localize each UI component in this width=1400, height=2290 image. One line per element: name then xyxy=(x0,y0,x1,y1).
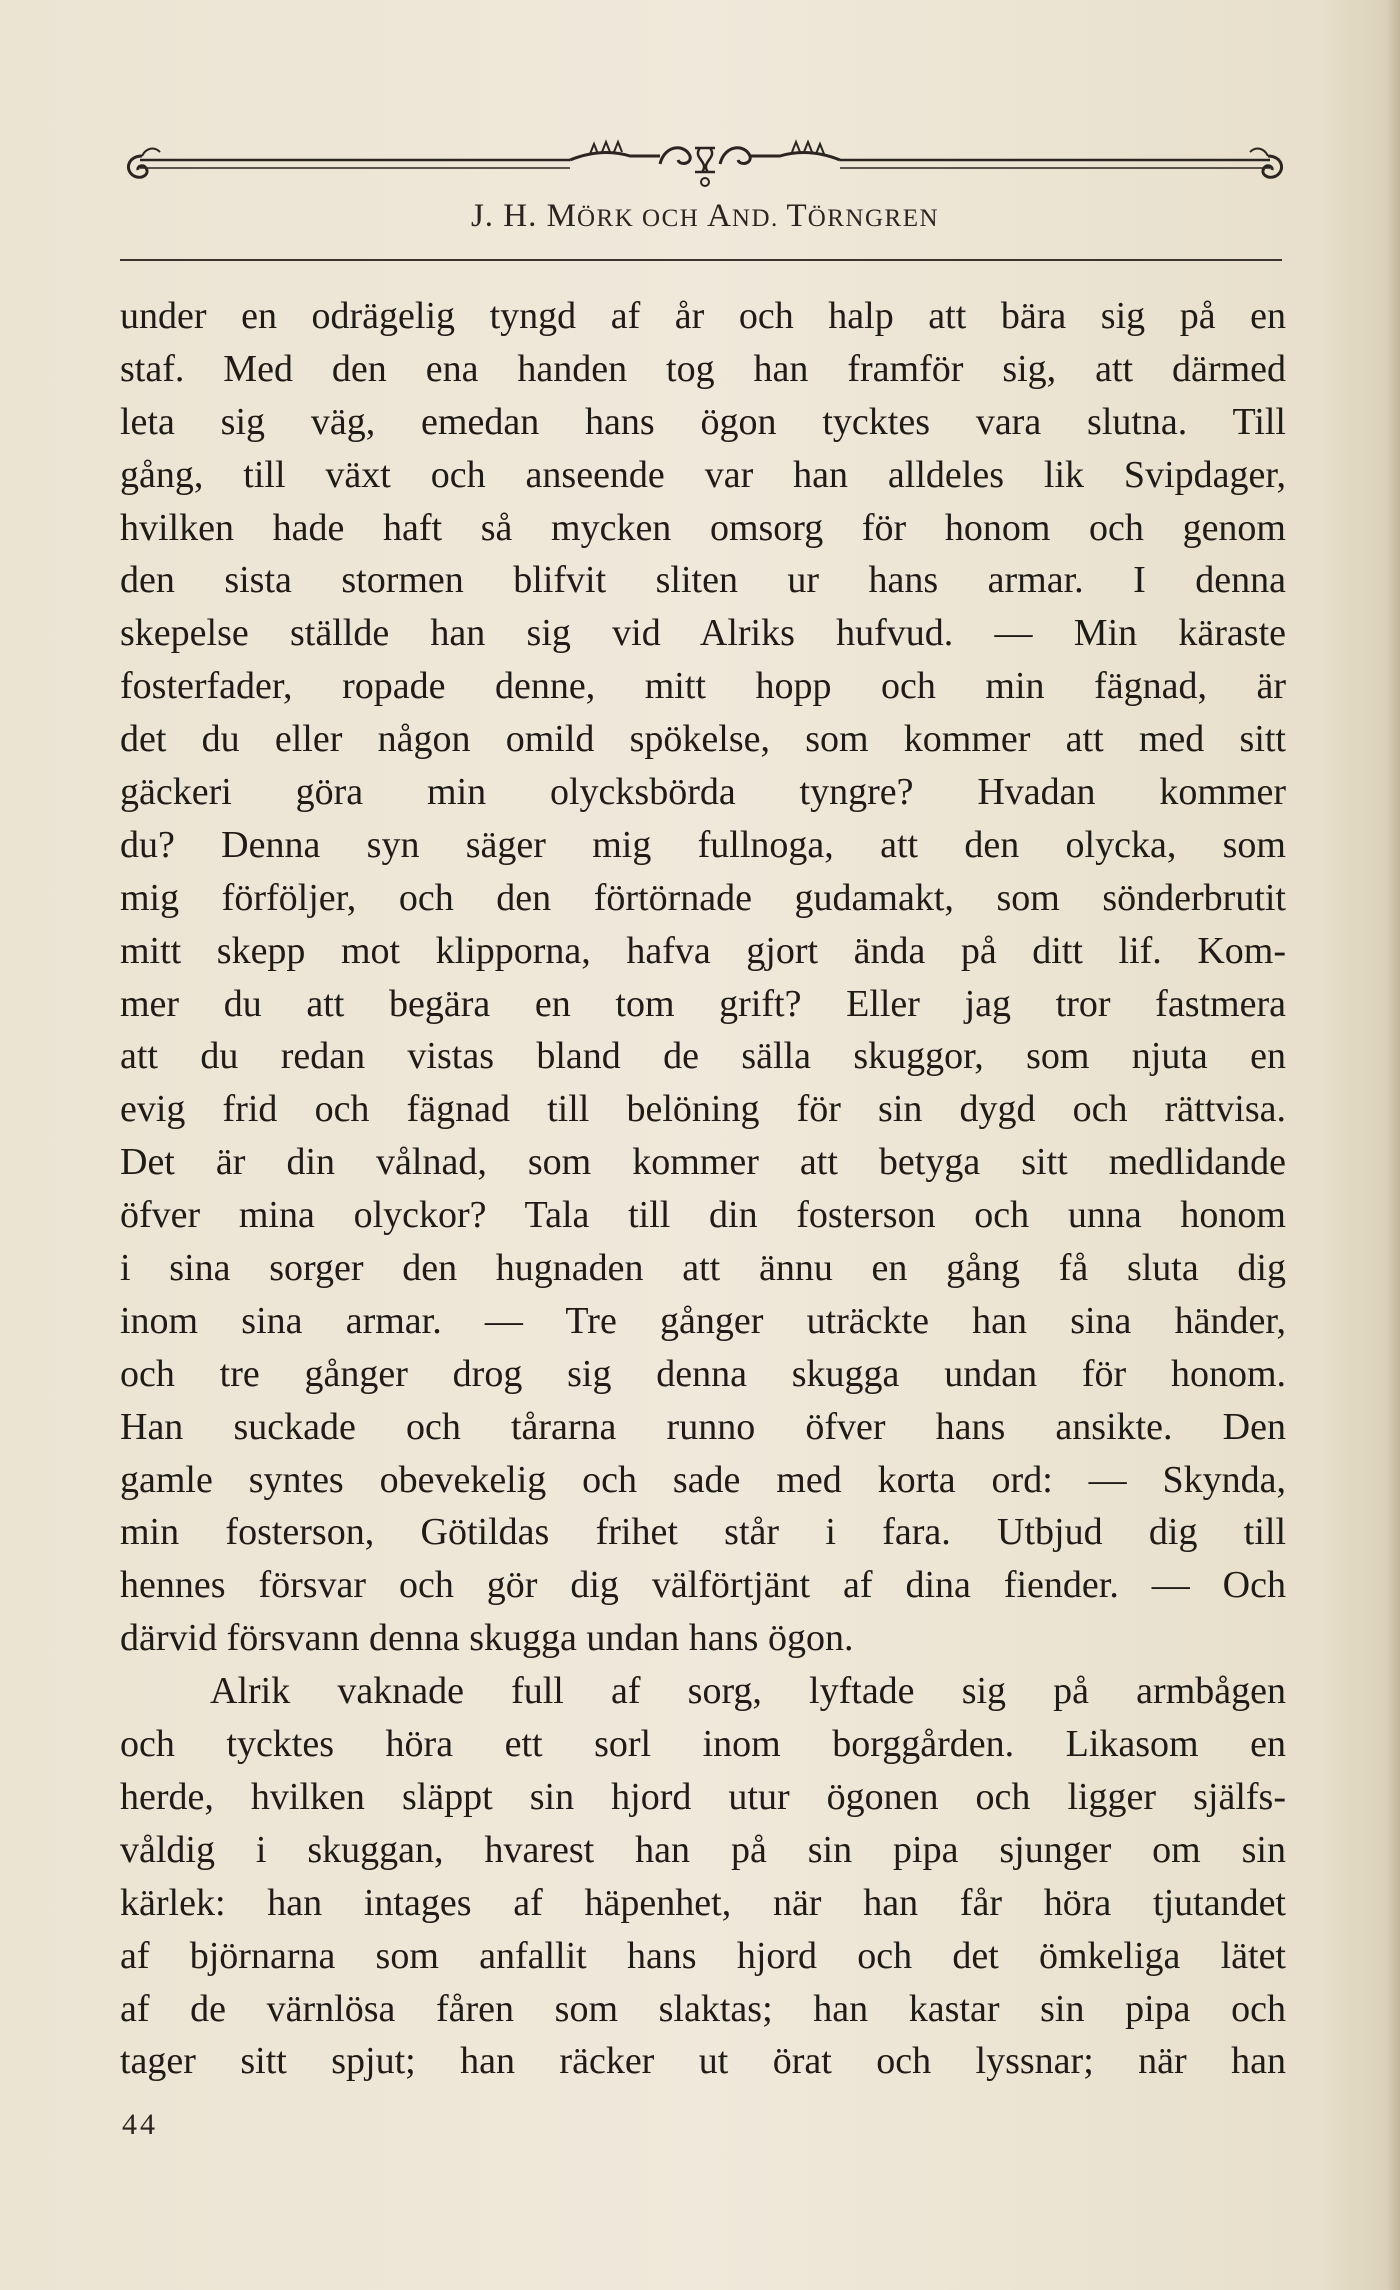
text-line: kärlek: han intages af häpenhet, när han får höra tjutandet xyxy=(120,1881,1286,1924)
text-line: af björnarna som anfallit hans hjord och det ömkeliga lätet xyxy=(120,1934,1286,1977)
text-line: att du redan vistas bland de sälla skuggor, som njuta en xyxy=(120,1035,1286,1078)
text-line: staf. Med den ena handen tog han framför sig, att därmed xyxy=(120,347,1286,390)
text-line: inom sina armar. — Tre gånger uträckte han sina händer, xyxy=(120,1299,1286,1342)
text-line: hvilken hade haft så mycken omsorg för honom och genom xyxy=(120,506,1286,549)
running-head-author2: A xyxy=(707,198,732,234)
body-text xyxy=(120,290,1286,2088)
text-line: hennes försvar och gör dig välförtjänt af dina fiender. — Och xyxy=(120,1564,1286,1607)
text-line: gång, till växt och anseende var han alldeles lik Svipdager, xyxy=(120,453,1286,496)
text-line: under en odrägelig tyngd af år och halp att bära sig på en xyxy=(120,295,1286,337)
paragraph-start-line: Alrik vaknade full af sorg, lyftade sig på armbågen xyxy=(210,1670,1286,1713)
text-line: våldig i skuggan, hvarest han på sin pipa sjunger om sin xyxy=(120,1828,1286,1871)
text-line: fosterfader, ropade denne, mitt hopp och min fägnad, är xyxy=(120,665,1286,708)
text-line: leta sig väg, emedan hans ögon tycktes vara slutna. Till xyxy=(120,400,1286,443)
text-line: den sista stormen blifvit sliten ur hans armar. I denna xyxy=(120,559,1286,602)
text-line: därvid försvann denna skugga undan hans ögon. xyxy=(120,1617,854,1660)
text-line: mig förföljer, och den förtörnade gudamakt, som sönderbrutit xyxy=(120,876,1286,919)
running-head-author1-smallcaps: ÖRK xyxy=(576,205,635,232)
text-line: Det är din vålnad, som kommer att betyga sitt medlidande xyxy=(120,1141,1286,1184)
running-head-author3-smallcaps: ÖRNGREN xyxy=(807,205,940,232)
text-line: evig frid och fägnad till belöning för sin dygd och rättvisa. xyxy=(120,1088,1286,1131)
running-head xyxy=(120,198,1290,235)
text-line: det du eller någon omild spökelse, som kommer att med sitt xyxy=(120,718,1286,761)
page-number: 44 xyxy=(122,2108,158,2141)
running-head-author3: T xyxy=(786,198,808,234)
text-line: skepelse ställde han sig vid Alriks hufvud. — Min käraste xyxy=(120,612,1286,655)
text-line: gäckeri göra min olycksbörda tyngre? Hvadan kommer xyxy=(120,771,1286,814)
text-line: tager sitt spjut; han räcker ut örat och lyssnar; när han xyxy=(120,2040,1286,2083)
running-head-author1: J. H. M xyxy=(470,198,577,234)
text-line: och tycktes höra ett sorl inom borggården. Likasom en xyxy=(120,1723,1286,1766)
text-line: Han suckade och tårarna runno öfver hans ansikte. Den xyxy=(120,1405,1286,1448)
header-ornament-icon xyxy=(120,130,1290,200)
text-line: mer du att begära en tom grift? Eller jag tror fastmera xyxy=(120,982,1286,1025)
running-head-author2-smallcaps: ND. xyxy=(731,205,787,232)
header-rule xyxy=(120,259,1282,261)
text-line: herde, hvilken släppt sin hjord utur ögonen och ligger själfs- xyxy=(120,1775,1286,1818)
text-line: i sina sorger den hugnaden att ännu en gång få sluta dig xyxy=(120,1247,1286,1290)
text-line: öfver mina olyckor? Tala till din fosterson och unna honom xyxy=(120,1194,1286,1237)
text-line: mitt skepp mot klipporna, hafva gjort ända på ditt lif. Kom- xyxy=(120,929,1286,972)
text-line: af de värnlösa fåren som slaktas; han kastar sin pipa och xyxy=(120,1987,1286,2030)
text-line: och tre gånger drog sig denna skugga undan för honom. xyxy=(120,1352,1286,1395)
text-line: gamle syntes obevekelig och sade med korta ord: — Skynda, xyxy=(120,1458,1286,1501)
page-edge-shadow xyxy=(1386,0,1400,2290)
text-line: min fosterson, Götildas frihet står i fara. Utbjud dig till xyxy=(120,1511,1286,1554)
running-head-conjunction: OCH xyxy=(634,205,708,232)
text-line: du? Denna syn säger mig fullnoga, att den olycka, som xyxy=(120,823,1286,866)
